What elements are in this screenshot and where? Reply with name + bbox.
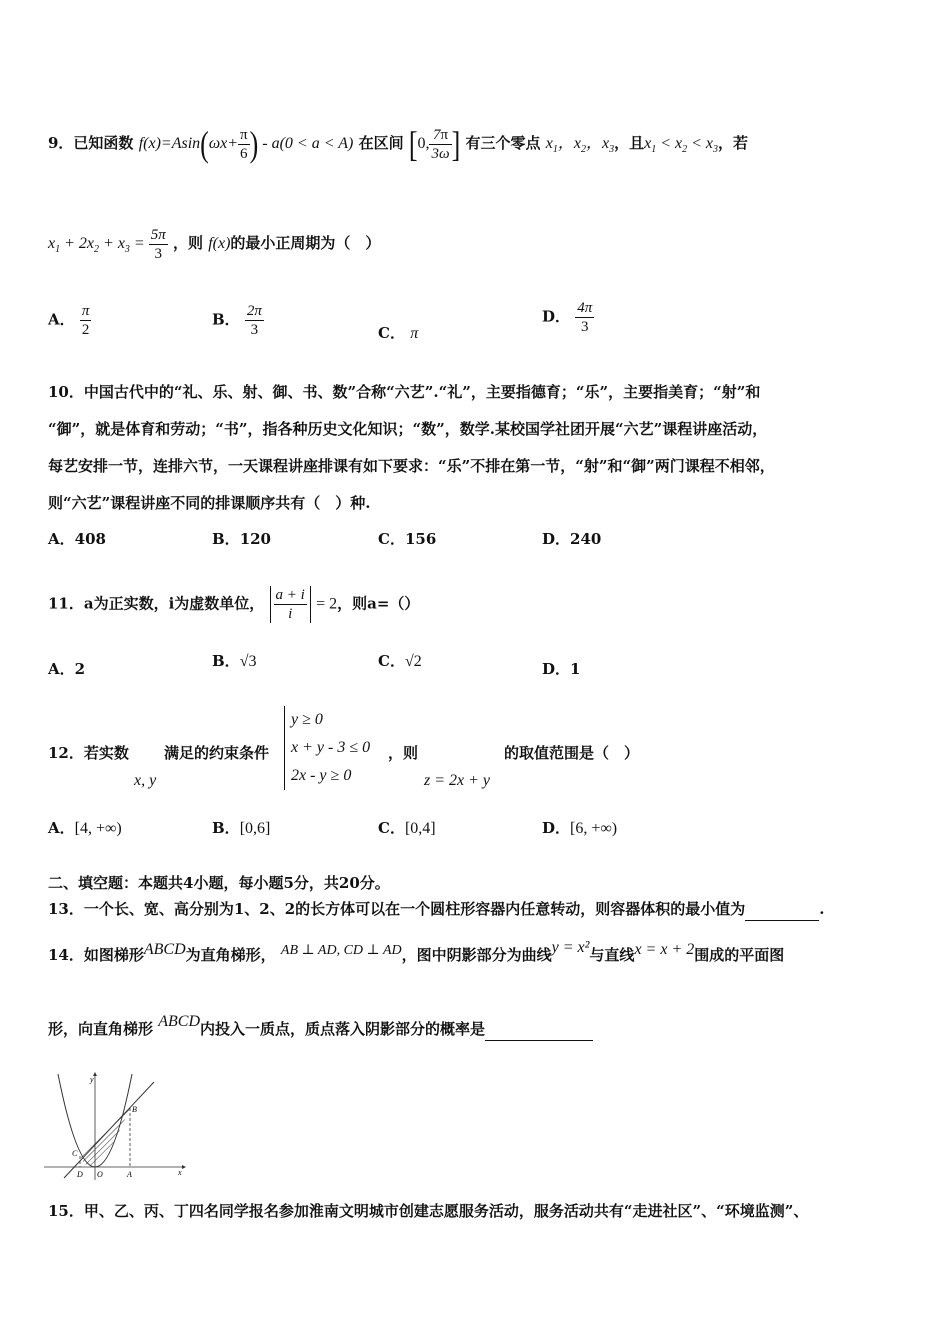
- q10-line2: “御”，就是体育和劳动；“书”，指各种历史文化知识；“数”，数学.某校国学社团开展“六艺”课程讲座活动，: [48, 420, 768, 438]
- q14-line1: 14．如图梯形ABCD为直角梯形， AB ⊥ AD, CD ⊥ AD，图中阴影部分为曲线y = x²与直线x = x + 2围成的平面图: [48, 939, 785, 964]
- q10-option-a[interactable]: A．408: [48, 530, 106, 548]
- q10-line3: 每艺安排一节，连排六节，一天课程讲座排课有如下要求：“乐”不排在第一节，“射”和“御”两门课程不相邻，: [48, 457, 775, 475]
- q9-option-c[interactable]: C． π: [378, 324, 419, 342]
- q10-line4: 则“六艺”课程讲座不同的排课顺序共有（ ）种.: [48, 494, 371, 512]
- section-heading-fill-in: 二、填空题：本题共4小题，每小题5分，共20分。: [48, 874, 390, 892]
- straight-line: [64, 1082, 154, 1178]
- q13-answer-blank[interactable]: [745, 898, 819, 921]
- point-o-label: O: [97, 1170, 103, 1179]
- q12-vars: x, y: [134, 772, 157, 789]
- q12-z: z = 2x + y: [424, 772, 491, 789]
- q14-figure: [42, 1072, 192, 1182]
- point-a-label: A: [127, 1170, 132, 1179]
- q11-option-a[interactable]: A．2: [48, 660, 86, 678]
- q10-option-b[interactable]: B．120: [212, 530, 271, 548]
- x-axis-label: x: [178, 1168, 182, 1177]
- q9-option-d[interactable]: D． $\frac{4\pi}{3}$: [542, 300, 593, 335]
- q12-text3: ，则: [388, 744, 419, 762]
- q15-line: 15．甲、乙、丙、丁四名同学报名参加淮南文明城市创建志愿服务活动，服务活动共有“走进社区”、“环境监测”、: [48, 1202, 809, 1220]
- q11-option-b[interactable]: B．√3: [212, 652, 257, 670]
- q9-line2: $x_1 + 2x_2 + x_3$ = $\frac{5\pi}{3}$ ，则 f(x)的最小正周期为（ ）: [48, 227, 381, 262]
- q9-function: f(x)=Asin(ωx+ $\frac{\pi}{6}$ ) - a(0 < a < A): [138, 123, 354, 165]
- q14-line2: 形，向直角梯形 ABCD内投入一质点，质点落入阴影部分的概率是: [48, 1018, 593, 1041]
- q14-answer-blank[interactable]: [485, 1018, 593, 1041]
- y-axis-label: y: [90, 1075, 94, 1084]
- q10-option-c[interactable]: C．156: [378, 530, 437, 548]
- q11-option-c[interactable]: C．√2: [378, 652, 422, 670]
- x-axis: [44, 1165, 186, 1169]
- q11-line: 11．a为正实数，i为虚数单位， $\frac{a + i}{i}$ = 2，则a=（）: [48, 587, 420, 622]
- q9-order: $x_1 < x_2 < x_3$: [644, 135, 718, 156]
- q10-line1: 10．中国古代中的“礼、乐、射、御、书、数”合称“六艺”.“礼”，主要指德育；“乐”，主要指美育；“射”和: [48, 383, 761, 401]
- point-b-label: B: [132, 1105, 137, 1114]
- q12-option-a[interactable]: A．[4, +∞): [48, 819, 122, 837]
- q9-line1: 9．已知函数 f(x)=Asin(ωx+ $\frac{\pi}{6}$ ) - a(0 < a < A) 在区间 [0, $\frac{7\pi}{3\omega}$ ] 有三个零点 $x_1$，$x_2$，$x_3$，且$x_1 < x_2 < x_3$，若: [48, 123, 749, 165]
- q12-constraint-system: y ≥ 0 x + y - 3 ≤ 0 2x - y ≥ 0: [284, 706, 370, 790]
- q9-condition: $x_1 + 2x_2 + x_3$ = $\frac{5\pi}{3}$: [48, 227, 166, 262]
- q12-option-b[interactable]: B．[0,6]: [212, 819, 271, 837]
- q9-option-a[interactable]: A． $\frac{\pi}{2}$: [48, 303, 90, 338]
- point-c-label: C: [72, 1149, 78, 1158]
- q10-option-d[interactable]: D．240: [542, 530, 602, 548]
- q12-option-d[interactable]: D．[6, +∞): [542, 819, 618, 837]
- q12-text1: 12．若实数: [48, 744, 129, 762]
- q12-option-c[interactable]: C．[0,4]: [378, 819, 436, 837]
- q9-option-b[interactable]: B． $\frac{2\pi}{3}$: [212, 303, 262, 338]
- q9-zeros: $x_1$，$x_2$，$x_3$: [545, 135, 615, 156]
- q12-text4: 的取值范围是（ ）: [504, 744, 640, 762]
- q13-line: 13．一个长、宽、高分别为1、2、2的长方体可以在一个圆柱形容器内任意转动，则容器体积的最小值为 .: [48, 898, 824, 921]
- q11-abs-fraction: $\frac{a + i}{i}$: [270, 586, 311, 623]
- point-d-label: D: [77, 1170, 83, 1179]
- q9-interval: [0, $\frac{7\pi}{3\omega}$ ]: [408, 123, 461, 165]
- q11-option-d[interactable]: D．1: [542, 660, 581, 678]
- q12-text2: 满足的约束条件: [164, 744, 270, 762]
